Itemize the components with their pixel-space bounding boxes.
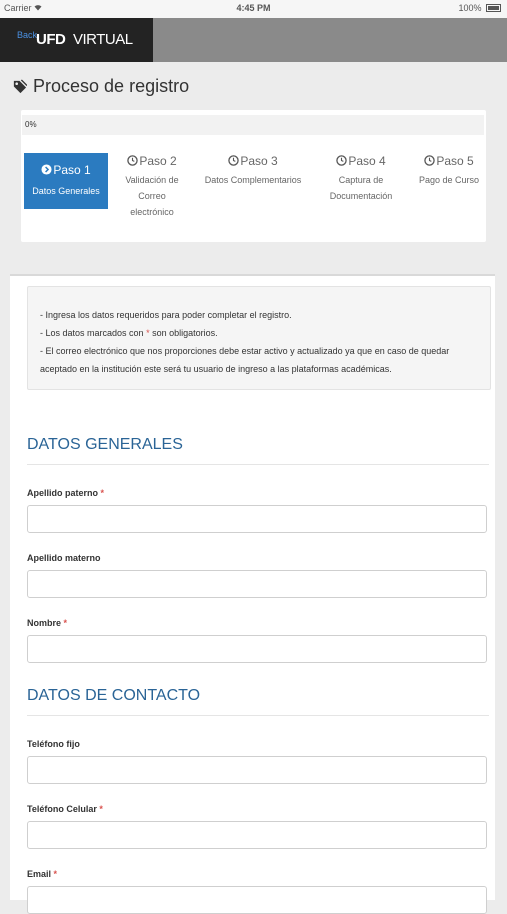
nombre-input[interactable] — [27, 635, 487, 663]
step-4[interactable] — [319, 154, 403, 204]
apellido-materno-label: Apellido materno — [27, 553, 101, 563]
back-button[interactable]: Back — [17, 30, 38, 40]
telefono-celular-input[interactable] — [27, 821, 487, 849]
tag-icon — [12, 78, 28, 99]
page-title — [12, 76, 189, 99]
battery-icon — [486, 4, 501, 12]
logo-thin-text: VIRTUAL — [73, 31, 133, 48]
email-input[interactable] — [27, 886, 487, 914]
clock-icon — [424, 155, 435, 166]
apellido-materno-input[interactable] — [27, 570, 487, 598]
step-1-desc: Datos Generales — [32, 186, 100, 196]
clock-icon — [127, 155, 138, 166]
app-brand — [0, 18, 153, 62]
step-4-title: Paso 4 — [348, 154, 386, 168]
chevron-circle-right-icon — [41, 164, 52, 175]
step-5[interactable] — [417, 154, 481, 188]
info-notice — [27, 286, 491, 390]
clock-icon — [336, 155, 347, 166]
battery-status: 100% — [458, 3, 501, 13]
status-bar — [0, 0, 507, 18]
step-3[interactable] — [203, 154, 303, 188]
status-time: 4:45 PM — [236, 3, 271, 13]
step-2-desc: Validación de Correo electrónico — [125, 175, 179, 217]
step-2-title: Paso 2 — [139, 154, 177, 168]
step-2[interactable] — [117, 154, 187, 220]
telefono-fijo-input[interactable] — [27, 756, 487, 784]
nav-bar — [0, 18, 507, 62]
telefono-fijo-label: Teléfono fijo — [27, 739, 80, 749]
carrier-label: Carrier — [4, 3, 42, 13]
progress-label: 0% — [25, 120, 37, 129]
email-label: Email * — [27, 869, 58, 879]
telefono-celular-label: Teléfono Celular * — [27, 804, 103, 814]
section-title-datos-contacto: DATOS DE CONTACTO — [27, 687, 489, 716]
apellido-paterno-input[interactable] — [27, 505, 487, 533]
step-3-title: Paso 3 — [240, 154, 278, 168]
step-4-desc: Captura de Documentación — [329, 175, 393, 201]
nombre-label: Nombre * — [27, 618, 68, 628]
logo-bold-text: UFD — [36, 31, 66, 48]
page-title-text: Proceso de registro — [33, 76, 190, 96]
steps-panel — [21, 110, 486, 242]
clock-icon — [228, 155, 239, 166]
notice-line-2: - Los datos marcados con * son obligatorios. — [40, 328, 218, 338]
step-5-title: Paso 5 — [436, 154, 474, 168]
notice-line-3: - El correo electrónico que nos proporciones debe estar activo y actualizado ya que en caso de quedar aceptado en la institución este será tu usuario de ingreso a las plataformas académicas. — [40, 346, 450, 374]
registration-form — [10, 276, 495, 900]
apellido-paterno-label: Apellido paterno * — [27, 488, 105, 498]
progress-bar — [22, 115, 484, 135]
step-5-desc: Pago de Curso — [418, 175, 480, 185]
step-1[interactable] — [24, 153, 108, 209]
notice-line-1: - Ingresa los datos requeridos para poder completar el registro. — [40, 310, 292, 320]
step-1-title: Paso 1 — [53, 163, 91, 177]
step-3-desc: Datos Complementarios — [204, 175, 302, 185]
section-title-datos-generales: DATOS GENERALES — [27, 436, 489, 465]
